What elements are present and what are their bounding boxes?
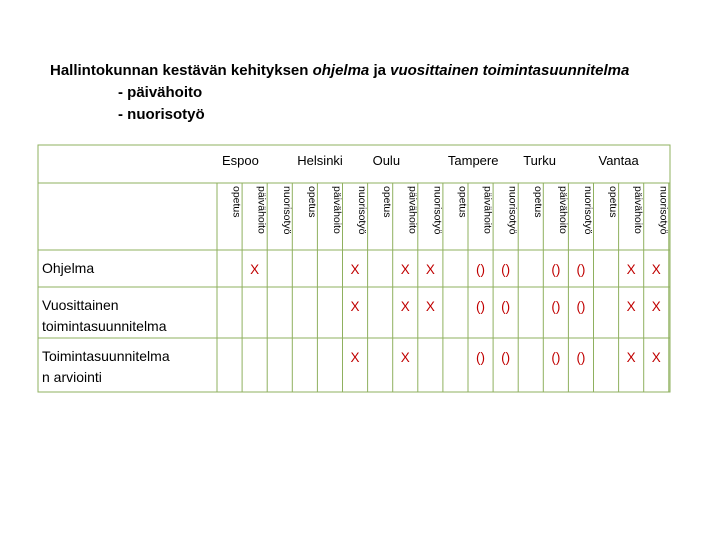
cell-mark: () (476, 262, 486, 277)
cell-mark: () (476, 350, 486, 365)
cell-mark: () (501, 350, 511, 365)
cell-mark: X (350, 350, 360, 365)
sector-header: päivähoito (556, 186, 569, 234)
cell-mark: X (626, 262, 636, 277)
sector-header: opetus (230, 186, 243, 218)
cell-mark: X (651, 299, 661, 314)
sector-header: päivähoito (330, 186, 343, 234)
sector-header: päivähoito (632, 186, 645, 234)
cell-mark: () (501, 262, 511, 277)
cell-mark: X (400, 299, 410, 314)
cell-mark: () (501, 299, 511, 314)
sector-header: nuorisotyö (657, 186, 670, 235)
cell-mark: () (551, 350, 561, 365)
row-label: Ohjelma (42, 260, 95, 276)
cell-mark: () (576, 299, 586, 314)
cell-mark: X (651, 262, 661, 277)
sector-header: nuorisotyö (506, 186, 519, 235)
sector-header: päivähoito (406, 186, 419, 234)
row-label: Vuosittainen (42, 297, 119, 313)
sector-header: päivähoito (481, 186, 494, 234)
sector-header: nuorisotyö (431, 186, 444, 235)
cell-mark: () (551, 299, 561, 314)
cell-mark: X (400, 262, 410, 277)
sector-header: nuorisotyö (280, 186, 293, 235)
cell-mark: () (576, 262, 586, 277)
title-main-line: Hallintokunnan kestävän kehityksen ohjelma ja vuosittainen toimintasuunnitelma (50, 62, 630, 79)
city-header: Tampere (447, 153, 499, 168)
cell-mark: X (250, 262, 260, 277)
cell-mark: X (626, 350, 636, 365)
row-label: toimintasuunnitelma (42, 318, 167, 334)
cell-mark: () (551, 262, 561, 277)
row-label: n arviointi (42, 369, 102, 385)
cell-mark: X (626, 299, 636, 314)
city-header: Espoo (222, 153, 259, 168)
sector-header: päivähoito (255, 186, 268, 234)
cell-mark: X (425, 299, 435, 314)
cell-mark: () (576, 350, 586, 365)
city-header: Vantaa (598, 153, 639, 168)
city-header: Helsinki (297, 153, 343, 168)
cell-mark: X (350, 262, 360, 277)
city-header: Turku (523, 153, 556, 168)
sector-header: nuorisotyö (356, 186, 369, 235)
sector-header: opetus (607, 186, 620, 218)
cell-mark: X (425, 262, 435, 277)
title-sub-item: - päivähoito (118, 84, 203, 101)
cell-mark: X (651, 350, 661, 365)
sector-header: nuorisotyö (581, 186, 594, 235)
sector-header: opetus (456, 186, 469, 218)
cell-mark: () (476, 299, 486, 314)
sector-header: opetus (531, 186, 544, 218)
cell-mark: X (350, 299, 360, 314)
row-label: Toimintasuunnitelma (42, 348, 170, 364)
city-header: Oulu (372, 153, 401, 168)
title-sub-item: - nuorisotyö (118, 106, 205, 123)
sector-header: opetus (381, 186, 394, 218)
cell-mark: X (400, 350, 410, 365)
sector-header: opetus (305, 186, 318, 218)
